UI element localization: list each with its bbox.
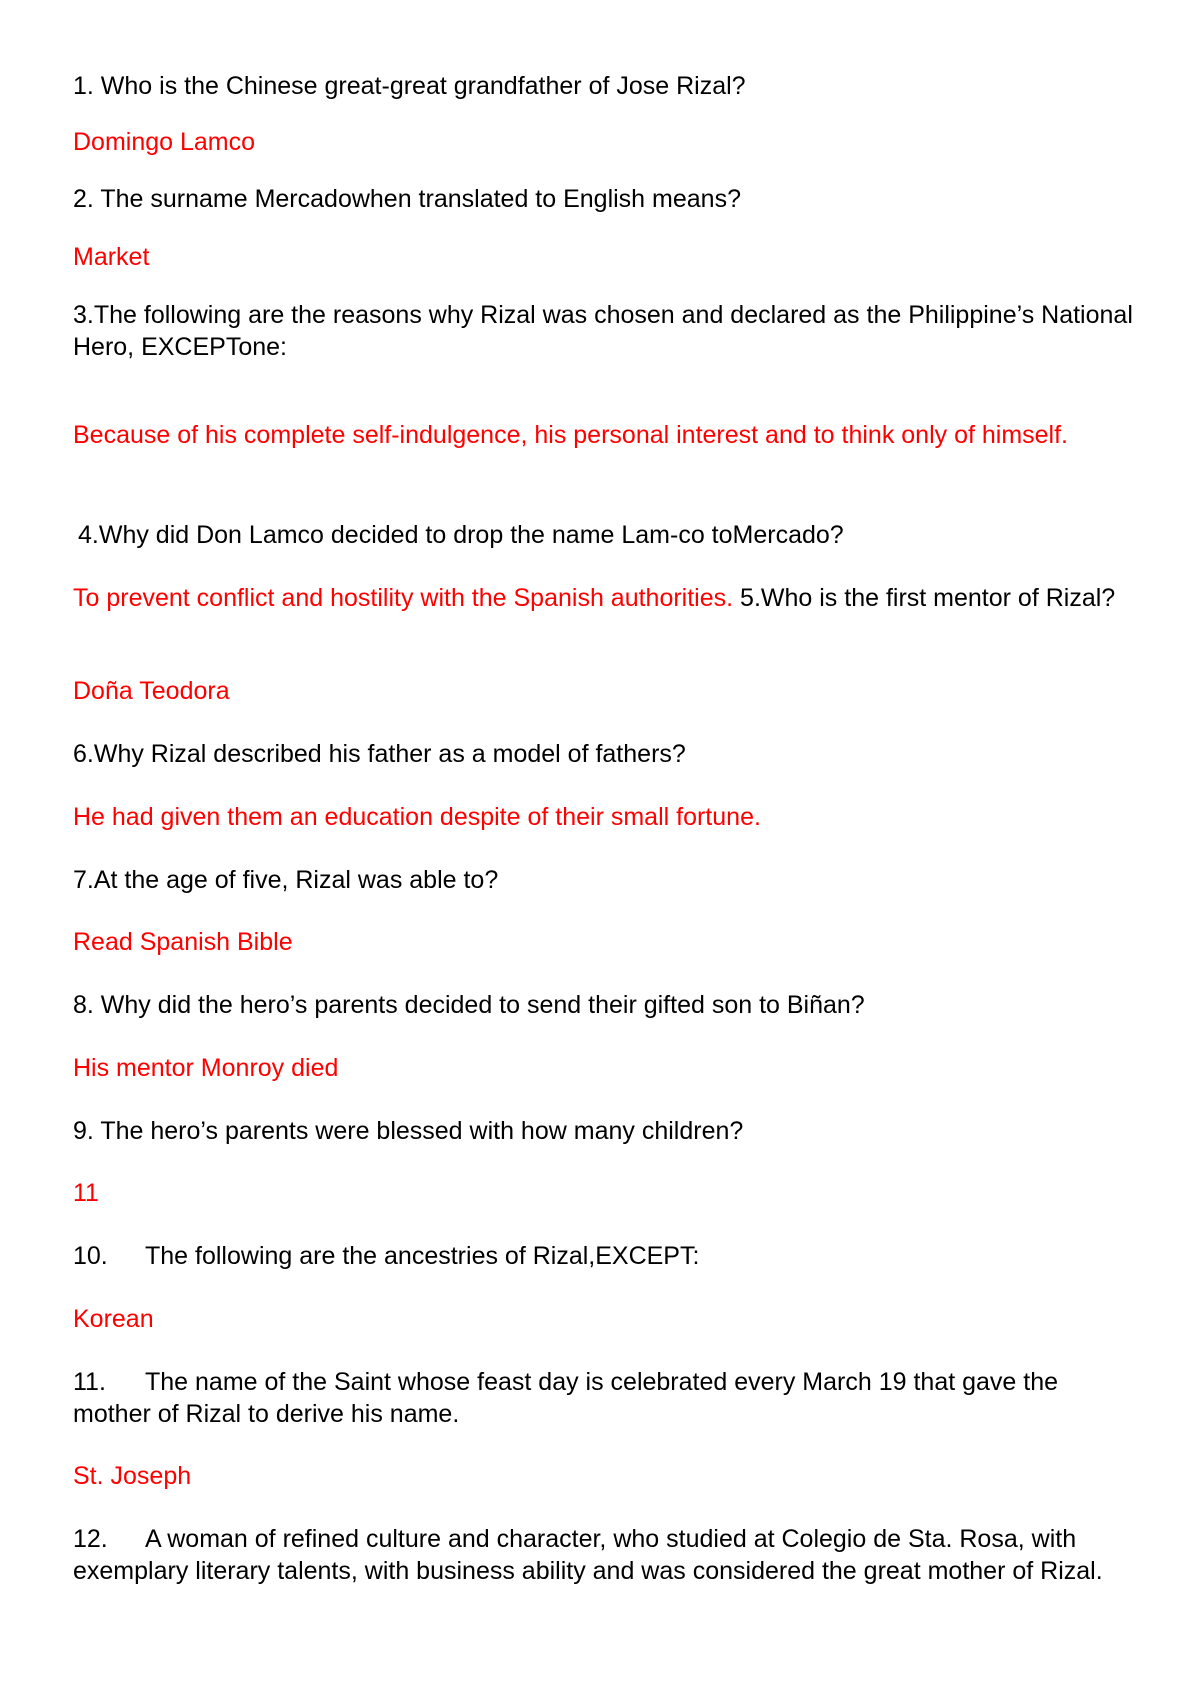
question-11-number: 11.: [73, 1368, 106, 1396]
answer-4-question-5: [73, 582, 1133, 614]
question-12-text: A woman of refined culture and character, who studied at Colegio de Sta. Rosa, with exemplary literary talents, with business ability and was considered the great mother of Rizal.: [73, 1525, 1103, 1585]
answer-11: St. Joseph: [73, 1462, 192, 1490]
question-10-text: The following are the ancestries of Rizal,EXCEPT:: [145, 1242, 700, 1270]
question-12: [73, 1523, 1133, 1587]
question-11-text: The name of the Saint whose feast day is celebrated every March 19 that gave the mother of Rizal to derive his name.: [73, 1368, 1059, 1428]
answer-8: His mentor Monroy died: [73, 1054, 339, 1082]
question-12-number: 12.: [73, 1525, 108, 1553]
question-8: 8. Why did the hero’s parents decided to send their gifted son to Biñan?: [73, 991, 865, 1019]
answer-4: To prevent conflict and hostility with the Spanish authorities.: [73, 584, 734, 612]
answer-10: Korean: [73, 1305, 154, 1333]
question-10: [73, 1240, 1133, 1272]
question-5: 5.Who is the first mentor of Rizal?: [740, 584, 1116, 612]
answer-9: 11: [73, 1179, 99, 1207]
answer-7: Read Spanish Bible: [73, 928, 293, 956]
answer-2: Market: [73, 243, 150, 271]
answer-3: Because of his complete self-indulgence, his personal interest and to think only of himself.: [73, 421, 1068, 449]
question-1: 1. Who is the Chinese great-great grandfather of Jose Rizal?: [73, 72, 746, 100]
question-10-number: 10.: [73, 1242, 108, 1270]
answer-5: Doña Teodora: [73, 677, 230, 705]
question-3: 3.The following are the reasons why Rizal was chosen and declared as the Philippine’s National Hero, EXCEPTone:: [73, 301, 1133, 361]
question-2: 2. The surname Mercadowhen translated to English means?: [73, 185, 741, 213]
question-4: 4.Why did Don Lamco decided to drop the name Lam-co toMercado?: [78, 521, 844, 549]
question-7: 7.At the age of five, Rizal was able to?: [73, 866, 499, 894]
question-9: 9. The hero’s parents were blessed with how many children?: [73, 1117, 744, 1145]
answer-1: Domingo Lamco: [73, 128, 256, 156]
question-11: [73, 1366, 1133, 1430]
answer-6: He had given them an education despite of their small fortune.: [73, 803, 761, 831]
question-6: 6.Why Rizal described his father as a model of fathers?: [73, 740, 686, 768]
